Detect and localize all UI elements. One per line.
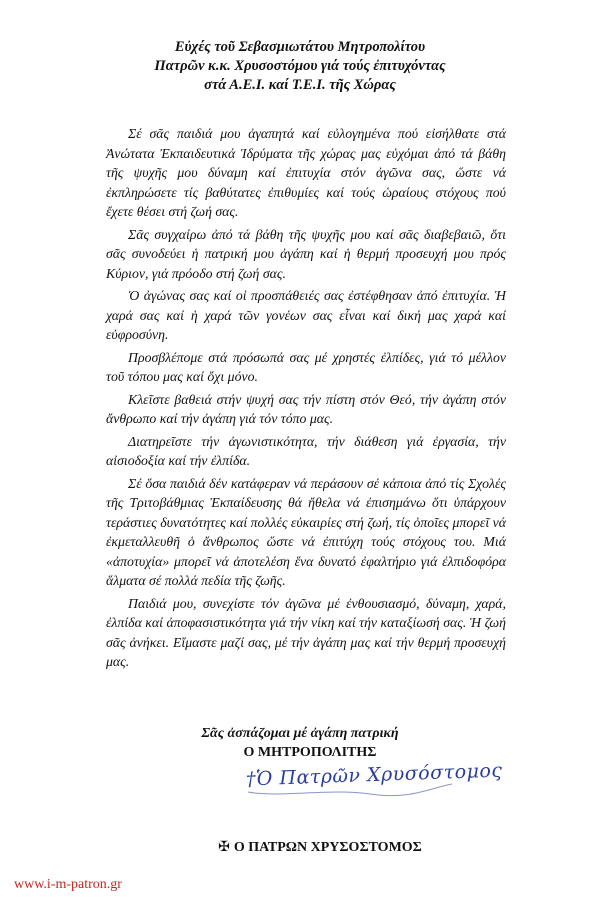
paragraph-8: Παιδιά μου, συνεχίστε τόν ἀγῶνα μέ ἐνθουσιασμό, δύναμη, χαρά, ἐλπίδα καί ἀποφασιστικότητα γιά τήν νίκη καί τήν καταξίωσή σας. Ἡ ζωή σᾶς ἀνήκει. Εἴμαστε μαζί σας, μέ τήν ἀγάπη μας καί τήν θερμή προσευχή μας. — [106, 595, 506, 669]
title-line-1: Εὐχές τοῦ Σεβασμιωτάτου Μητροπολίτου — [174, 39, 426, 55]
letter-title — [60, 38, 540, 95]
signature-script: †Ὁ Πατρῶν Χρυσόστομος — [245, 759, 503, 791]
closing-block — [60, 724, 540, 762]
paragraph-2: Σᾶς συγχαίρω ἀπό τά βάθη τῆς ψυχῆς μου καί σᾶς διαβεβαιῶ, ὅτι σᾶς συνοδεύει ἡ πατρική μου ἀγάπη καί ἡ θερμή προσευχή μου πρός Κύριον, γιά πρόοδο στή ζωή σας. — [106, 226, 506, 281]
paragraph-7: Σέ ὅσα παιδιά δέν κατάφεραν νά περάσουν σέ κάποια ἀπό τίς Σχολές τῆς Τριτοβάθμιας Ἐκπαίδευσης θά ἤθελα νά ἐπισημάνω ὅτι ὑπάρχουν τεράστιες δυνατότητες καί πολλές εὐκαιρίες στή ζωή, τίς ὁποῖες μπορεῖ νά ἐκμεταλλευθῆ ὁ ἄνθρωπος ὥστε νά ἐπιτύχη τούς στόχους του. Μιά «ἀποτυχία» μπορεῖ νά ἀποτελέση ἕνα δυνατό ἐφαλτήριο γιά ἐλπιδοφόρα ἅλματα σέ πολλά πεδία τῆς ζωῆς. — [106, 475, 506, 588]
paragraph-3: Ὁ ἀγώνας σας καί οἱ προσπάθειές σας ἐστέφθησαν ἀπό ἐπιτυχία. Ἡ χαρά σας καί ἡ χαρά τῶν γονέων σας εἶναι καί δική μας χαρά καί εὐφροσύνη. — [106, 288, 506, 342]
website-url[interactable]: www.i-m-patron.gr — [14, 877, 122, 892]
letter-body — [106, 124, 506, 675]
paragraph-5: Κλεῖστε βαθειά στήν ψυχή σας τήν πίστη στόν Θεό, τήν ἀγάπη στόν ἄνθρωπο καί τήν ἀγάπη γιά τόν τόπο μας. — [106, 391, 506, 426]
signed-name-line — [60, 838, 540, 857]
paragraph-6: Διατηρεῖστε τήν ἀγωνιστικότητα, τήν διάθεση γιά ἐργασία, τήν αἰσιοδοξία καί τήν ἐλπίδα. — [106, 433, 506, 468]
signature-flourish — [240, 758, 460, 808]
closing-salutation: Σᾶς ἀσπάζομαι μέ ἀγάπη πατρική — [201, 726, 399, 741]
cross-icon: ✠ — [218, 840, 230, 855]
signed-name: Ο ΠΑΤΡΩΝ ΧΡΥΣΟΣΤΟΜΟΣ — [233, 840, 422, 855]
closing-title: Ο ΜΗΤΡΟΠΟΛΙΤΗΣ — [243, 745, 377, 760]
paragraph-1: Σέ σᾶς παιδιά μου ἀγαπητά καί εὐλογημένα πού εἰσήλθατε στά Ἀνώτατα Ἐκπαιδευτικά Ἱδρύματα τῆς χώρας μας εὐχόμαι ἀπό τά βάθη τῆς ψυχῆς μου δύναμη καί ἐπιτυχία στόν ἀγῶνα σας, ὥστε νά ἐκπληρώσετε τίς βαθύτατες ἐπιθυμίες καί τούς ὡραίους στόχους πού ἔχετε θέσει στή ζωή σας. — [106, 126, 506, 219]
title-line-2: Πατρῶν κ.κ. Χρυσοστόμου γιά τούς ἐπιτυχόντας — [154, 58, 446, 74]
handwritten-signature — [240, 758, 503, 808]
title-line-3: στά Α.Ε.Ι. καί Τ.Ε.Ι. τῆς Χώρας — [204, 77, 396, 93]
paragraph-4: Προσβλέπομε στά πρόσωπά σας μέ χρηστές ἐλπίδες, γιά τό μέλλον τοῦ τόπου μας καί ὄχι μόνο. — [106, 349, 506, 384]
